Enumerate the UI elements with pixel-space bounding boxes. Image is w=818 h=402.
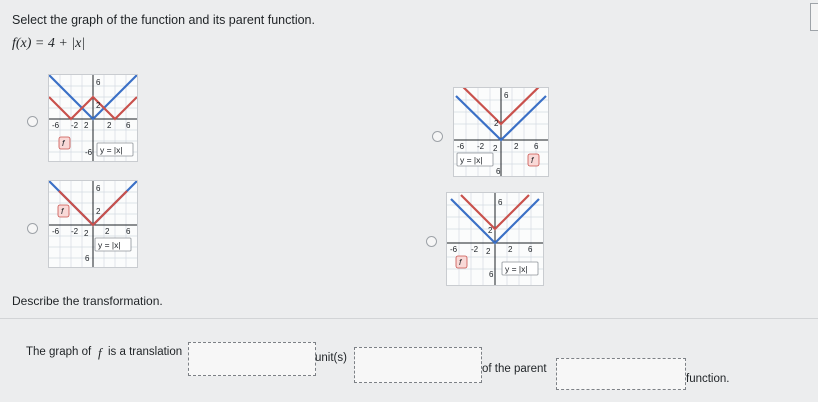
tick-label: 2 [508,245,513,254]
option-a-radio[interactable] [27,116,38,127]
parent-label: y = |x| [505,264,528,274]
option-d-graph[interactable] [446,192,544,286]
option-b-graph-svg [454,88,548,176]
tick-label: -2 [71,121,79,130]
tick-label: 2 [96,101,101,110]
tick-label: 2 [96,207,101,216]
sentence-part-5: function. [686,373,730,385]
f-label: f [531,155,534,165]
option-b-graph[interactable] [453,87,549,177]
tick-label: 6 [126,121,131,130]
tick-label: 2 [488,226,493,235]
translation-amount-input[interactable] [188,342,316,376]
tick-label: -6 [85,148,93,157]
tick-label: 6 [528,245,533,254]
tick-label: 2 [84,121,89,130]
tick-label: -6 [457,142,465,151]
sentence-part-1: The graph of [26,346,92,358]
tick-label: -2 [477,142,485,151]
f-label: f [62,138,65,148]
scroll-edge-box [810,3,818,31]
tick-label: 6 [498,198,503,207]
tick-label: -6 [450,245,458,254]
tick-label: 2 [84,229,89,238]
option-b-radio[interactable] [432,131,443,142]
option-d-graph-svg [447,193,543,285]
option-c-graph[interactable] [48,180,138,268]
direction-input[interactable] [354,347,482,383]
f-label: f [61,206,64,216]
parent-function-input[interactable] [556,358,686,390]
tick-label: -2 [71,227,79,236]
tick-label: 2 [514,142,519,151]
option-a-graph-svg [49,75,137,161]
parent-label: y = |x| [100,145,123,155]
sentence-part-4: of the parent [482,363,547,375]
tick-label: 2 [486,247,491,256]
f-label-box [58,205,69,217]
tick-label: 2 [105,227,110,236]
sentence-part-3: unit(s) [315,352,347,364]
tick-label: 2 [107,121,112,130]
function-expression: f(x) = 4 + |x| [12,36,86,51]
tick-label: 6 [496,167,501,176]
tick-label: -6 [52,227,60,236]
tick-label: -6 [52,121,60,130]
f-symbol: f [98,345,102,360]
tick-label: 2 [494,119,499,128]
tick-label: 6 [96,78,101,87]
tick-label: 2 [493,144,498,153]
tick-label: 6 [96,184,101,193]
option-a-graph[interactable] [48,74,138,162]
f-label-box [59,137,70,149]
f-label: f [459,257,462,267]
tick-label: 6 [126,227,131,236]
tick-label: 6 [489,270,494,279]
question-prompt: Select the graph of the function and its parent function. [12,13,315,27]
tick-label: 6 [85,254,90,263]
f-label-box [528,154,539,166]
parent-label: y = |x| [460,155,483,165]
parent-label: y = |x| [98,240,121,250]
f-label-box [456,256,467,268]
tick-label: 6 [534,142,539,151]
sentence-part-2: is a translation [108,346,183,358]
option-d-radio[interactable] [426,236,437,247]
section-divider [0,318,818,319]
option-c-graph-svg [49,181,137,267]
tick-label: -2 [471,245,479,254]
option-c-radio[interactable] [27,223,38,234]
describe-label: Describe the transformation. [12,294,163,308]
tick-label: 6 [504,91,509,100]
